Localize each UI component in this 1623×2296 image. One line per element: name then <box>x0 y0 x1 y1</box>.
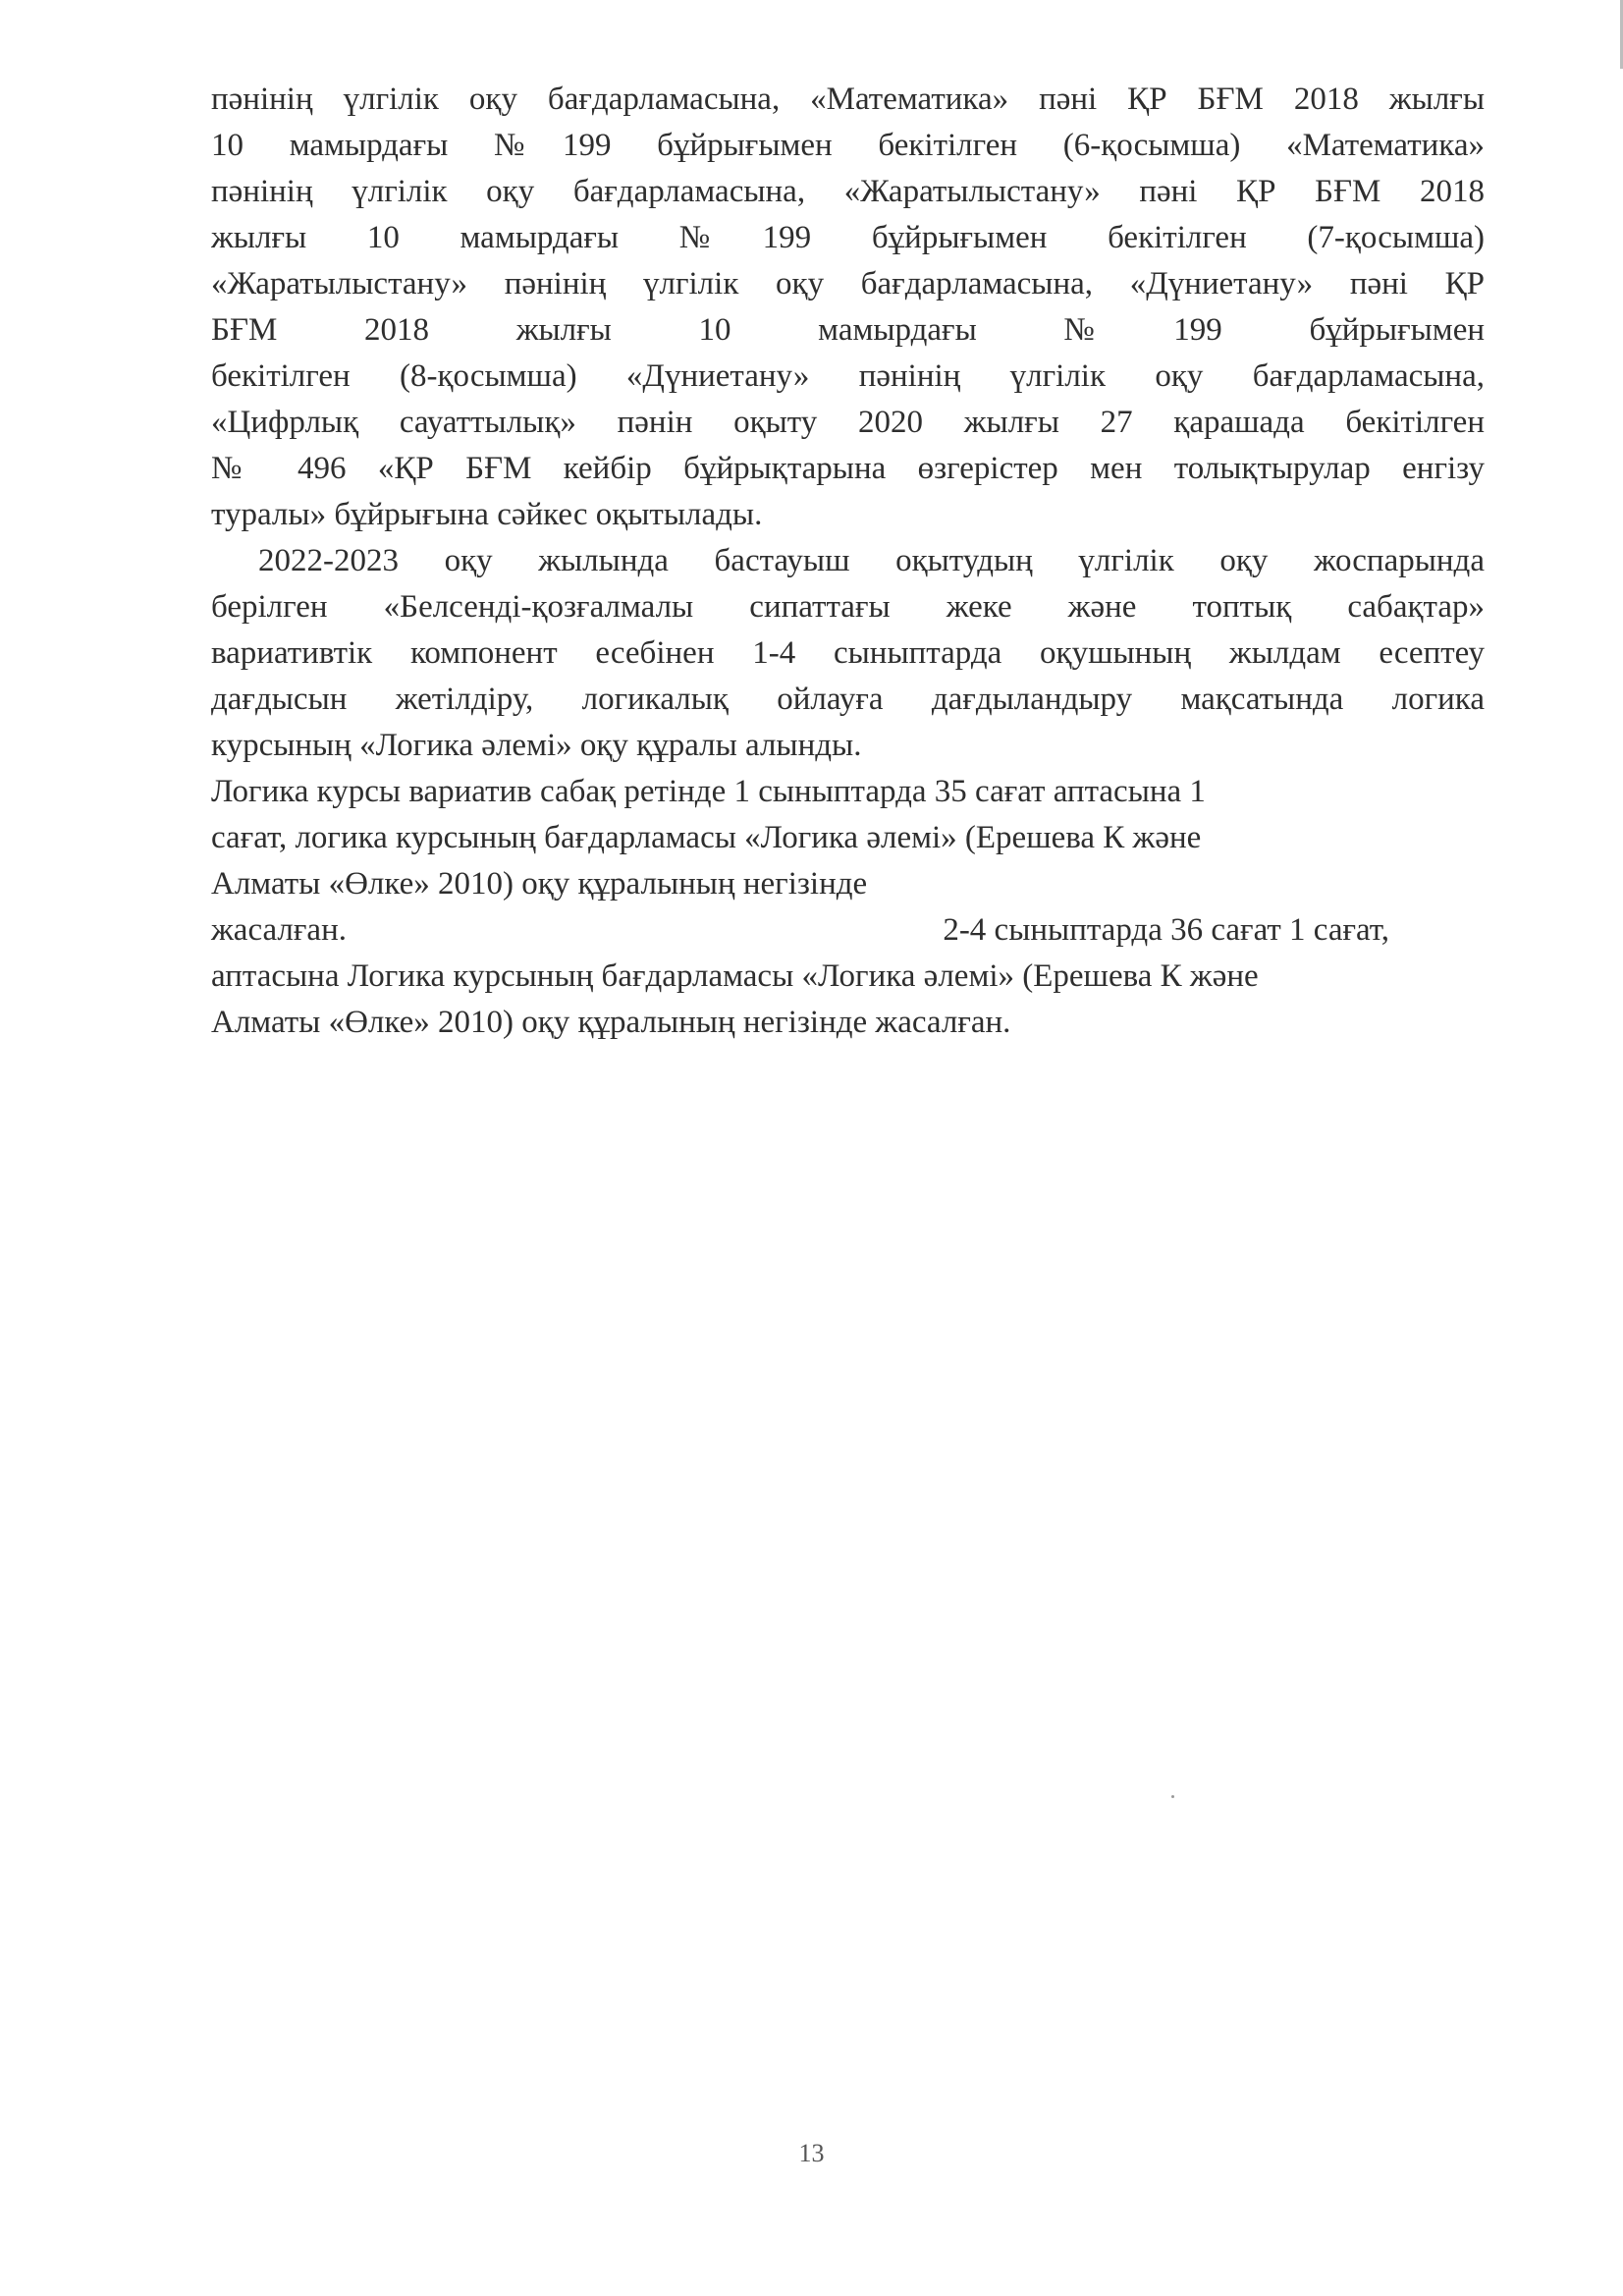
text-line: пәнінің үлгілік оқу бағдарламасына, «Жаратылыстану» пәні ҚР БҒМ 2018 <box>211 174 1485 209</box>
text-line: дағдысын жетілдіру, логикалық ойлауға дағдыландыру мақсатында логика <box>211 682 1485 717</box>
text-line: пәнінің үлгілік оқу бағдарламасына, «Математика» пәні ҚР БҒМ 2018 жылғы <box>211 82 1485 117</box>
text-line-left: жасалған. <box>211 912 347 948</box>
paragraph-1 <box>211 77 1485 538</box>
text-line: сағат, логика курсының бағдарламасы «Логика әлемі» (Ерешева К және <box>211 820 1202 855</box>
paragraph-3 <box>211 769 1485 1046</box>
text-line: берілген «Белсенді-қозғалмалы сипаттағы жеке және топтық сабақтар» <box>211 589 1485 625</box>
text-line-right: 2-4 сыныптарда 36 сағат 1 сағат, <box>943 912 1389 948</box>
text-line: «Цифрлық сауаттылық» пәнін оқыту 2020 жылғы 27 қарашада бекітілген <box>211 405 1485 440</box>
text-line: туралы» бұйрығына сәйкес оқытылады. <box>211 497 763 532</box>
text-line: 2022-2023 оқу жылында бастауыш оқытудың үлгілік оқу жоспарында <box>258 543 1485 578</box>
text-line: 10 мамырдағы №199 бұйрығымен бекітілген (6-қосымша) «Математика» <box>211 128 1485 163</box>
text-line: № 496 «ҚР БҒМ кейбір бұйрықтарына өзгерістер мен толықтырулар енгізу <box>211 451 1485 486</box>
text-line: курсының «Логика әлемі» оқу құралы алынды. <box>211 728 862 763</box>
text-line: Логика курсы вариатив сабақ ретінде 1 сыныптарда 35 сағат аптасына 1 <box>211 774 1206 809</box>
text-line: жылғы 10 мамырдағы №199 бұйрығымен бекітілген (7-қосымша) <box>211 220 1485 255</box>
scan-speck <box>1171 1795 1174 1798</box>
text-line <box>211 907 1389 954</box>
text-line: Алматы «Өлке» 2010) оқу құралының негізінде жасалған. <box>211 1005 1011 1040</box>
text-line: аптасына Логика курсының бағдарламасы «Логика әлемі» (Ерешева К және <box>211 958 1259 994</box>
document-body <box>211 77 1485 1046</box>
text-line: Алматы «Өлке» 2010) оқу құралының негізінде <box>211 866 868 902</box>
page-number: 13 <box>798 2139 825 2167</box>
text-line: вариативтік компонент есебінен 1-4 сыныптарда оқушының жылдам есептеу <box>211 635 1485 671</box>
paragraph-2 <box>211 538 1485 769</box>
text-line: бекітілген (8-қосымша) «Дүниетану» пәнінің үлгілік оқу бағдарламасына, <box>211 358 1485 394</box>
text-line: БҒМ 2018 жылғы 10 мамырдағы №199 бұйрығымен <box>211 312 1485 348</box>
text-line: «Жаратылыстану» пәнінің үлгілік оқу бағдарламасына, «Дүниетану» пәні ҚР <box>211 266 1485 301</box>
